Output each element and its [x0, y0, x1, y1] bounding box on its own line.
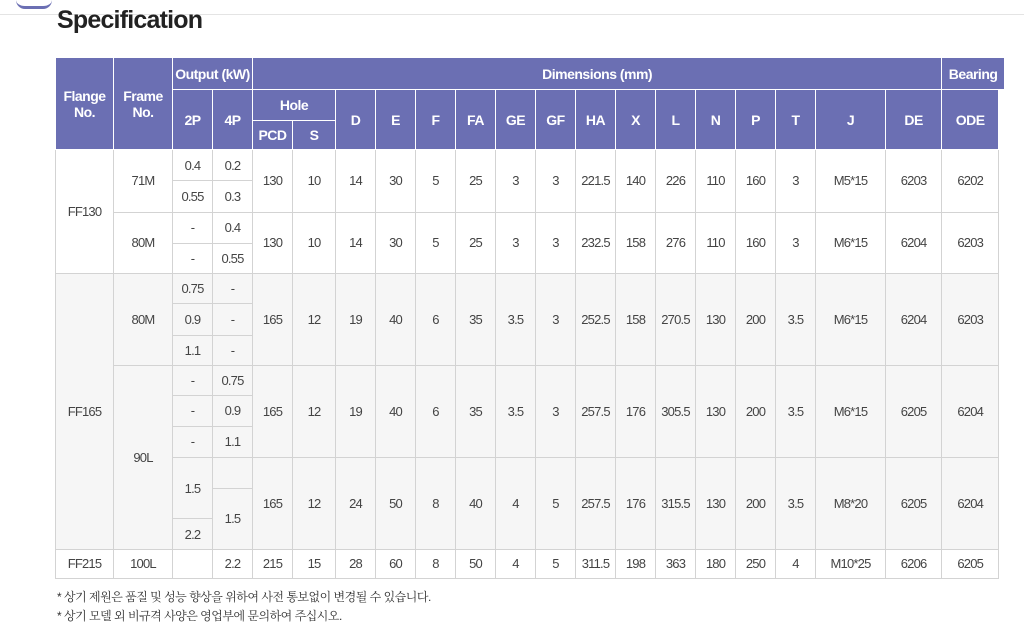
j-cell: M6*15	[816, 365, 886, 457]
pcd-cell: 165	[253, 457, 293, 549]
output-2p-cell: 1.1	[173, 335, 213, 365]
output-4p-cell: -	[213, 335, 253, 365]
header-flange-no: Flange No.	[56, 58, 114, 150]
pcd-cell: 215	[253, 549, 293, 578]
header-de: DE	[886, 90, 942, 150]
n-cell: 130	[696, 274, 736, 366]
header-n: N	[696, 90, 736, 150]
d-cell: 14	[336, 212, 376, 274]
de-cell: 6204	[886, 274, 942, 366]
output-4p-cell: 0.75	[213, 365, 253, 395]
x-cell: 176	[616, 457, 656, 549]
header-e: E	[376, 90, 416, 150]
ode-cell: 6204	[942, 457, 999, 549]
header-ha: HA	[576, 90, 616, 150]
s-cell: 12	[293, 457, 336, 549]
f-cell: 5	[416, 150, 456, 213]
x-cell: 140	[616, 150, 656, 213]
t-cell: 3.5	[776, 365, 816, 457]
f-cell: 8	[416, 457, 456, 549]
d-cell: 19	[336, 274, 376, 366]
f-cell: 5	[416, 212, 456, 274]
footnote: * 상기 제원은 품질 및 성능 향상을 위하여 사전 통보없이 변경될 수 있습니다.	[57, 590, 431, 604]
output-4p-cell: 0.55	[213, 243, 253, 273]
ge-cell: 4	[496, 549, 536, 578]
fa-cell: 35	[456, 274, 496, 366]
frame-cell: 71M	[114, 150, 173, 213]
ode-cell: 6203	[942, 212, 999, 274]
output-4p-cell: 2.2	[213, 549, 253, 578]
frame-cell: 90L	[114, 365, 173, 549]
footnote: * 상기 모델 외 비규격 사양은 영업부에 문의하여 주십시오.	[57, 609, 342, 623]
header-dimensions: Dimensions (mm)	[253, 58, 942, 90]
gf-cell: 3	[536, 150, 576, 213]
ha-cell: 311.5	[576, 549, 616, 578]
ha-cell: 252.5	[576, 274, 616, 366]
de-cell: 6205	[886, 365, 942, 457]
header-ode: ODE	[942, 90, 999, 150]
output-2p-cell: 0.75	[173, 274, 213, 304]
output-4p-cell: -	[213, 304, 253, 335]
flange-cell: FF215	[56, 549, 114, 578]
l-cell: 226	[656, 150, 696, 213]
e-cell: 50	[376, 457, 416, 549]
header-pcd: PCD	[253, 121, 293, 150]
ge-cell: 3.5	[496, 365, 536, 457]
d-cell: 14	[336, 150, 376, 213]
t-cell: 4	[776, 549, 816, 578]
s-cell: 10	[293, 212, 336, 274]
gf-cell: 5	[536, 549, 576, 578]
t-cell: 3	[776, 150, 816, 213]
output-2p-cell: 1.5	[173, 457, 213, 519]
header-gf: GF	[536, 90, 576, 150]
fa-cell: 25	[456, 150, 496, 213]
header-ge: GE	[496, 90, 536, 150]
gf-cell: 3	[536, 365, 576, 457]
flange-cell: FF130	[56, 150, 114, 274]
p-cell: 200	[736, 457, 776, 549]
p-cell: 250	[736, 549, 776, 578]
t-cell: 3.5	[776, 457, 816, 549]
output-4p-cell	[213, 457, 253, 488]
header-j: J	[816, 90, 886, 150]
s-cell: 12	[293, 365, 336, 457]
ode-cell: 6205	[942, 549, 999, 578]
flange-cell: FF165	[56, 274, 114, 550]
output-2p-cell: 0.9	[173, 304, 213, 335]
header-d: D	[336, 90, 376, 150]
fa-cell: 50	[456, 549, 496, 578]
header-hole: Hole	[253, 90, 336, 121]
header-t: T	[776, 90, 816, 150]
ode-cell: 6203	[942, 274, 999, 366]
header-output: Output (kW)	[173, 58, 253, 90]
d-cell: 24	[336, 457, 376, 549]
ode-cell: 6204	[942, 365, 999, 457]
j-cell: M6*15	[816, 274, 886, 366]
gf-cell: 3	[536, 212, 576, 274]
frame-cell: 100L	[114, 549, 173, 578]
de-cell: 6206	[886, 549, 942, 578]
p-cell: 160	[736, 212, 776, 274]
output-2p-cell: 0.4	[173, 150, 213, 181]
s-cell: 12	[293, 274, 336, 366]
p-cell: 200	[736, 365, 776, 457]
pcd-cell: 130	[253, 150, 293, 213]
pcd-cell: 165	[253, 274, 293, 366]
n-cell: 130	[696, 457, 736, 549]
e-cell: 40	[376, 365, 416, 457]
de-cell: 6203	[886, 150, 942, 213]
output-4p-cell: 0.4	[213, 212, 253, 243]
p-cell: 160	[736, 150, 776, 213]
pcd-cell: 130	[253, 212, 293, 274]
frame-cell: 80M	[114, 274, 173, 366]
output-4p-cell: 0.3	[213, 181, 253, 212]
de-cell: 6204	[886, 212, 942, 274]
fa-cell: 35	[456, 365, 496, 457]
s-cell: 15	[293, 549, 336, 578]
l-cell: 363	[656, 549, 696, 578]
d-cell: 19	[336, 365, 376, 457]
decorative-arc	[16, 0, 52, 9]
output-2p-cell: -	[173, 365, 213, 395]
output-2p-cell: -	[173, 243, 213, 273]
header-frame-no: Frame No.	[114, 58, 173, 150]
ge-cell: 3	[496, 150, 536, 213]
ge-cell: 4	[496, 457, 536, 549]
pcd-cell: 165	[253, 365, 293, 457]
fa-cell: 40	[456, 457, 496, 549]
ha-cell: 232.5	[576, 212, 616, 274]
n-cell: 130	[696, 365, 736, 457]
header-p: P	[736, 90, 776, 150]
ge-cell: 3	[496, 212, 536, 274]
gf-cell: 3	[536, 274, 576, 366]
l-cell: 276	[656, 212, 696, 274]
header-bearing: Bearing	[942, 58, 1005, 90]
frame-cell: 80M	[114, 212, 173, 274]
n-cell: 110	[696, 150, 736, 213]
output-2p-cell: 0.55	[173, 181, 213, 212]
f-cell: 6	[416, 274, 456, 366]
t-cell: 3	[776, 212, 816, 274]
l-cell: 270.5	[656, 274, 696, 366]
output-2p-cell	[173, 549, 213, 578]
ode-cell: 6202	[942, 150, 999, 213]
page-title: Specification	[57, 6, 203, 34]
p-cell: 200	[736, 274, 776, 366]
footnotes	[57, 588, 431, 626]
e-cell: 40	[376, 274, 416, 366]
x-cell: 158	[616, 212, 656, 274]
header-4p: 4P	[213, 90, 253, 150]
ha-cell: 257.5	[576, 457, 616, 549]
output-4p-cell: 1.1	[213, 426, 253, 457]
ha-cell: 257.5	[576, 365, 616, 457]
f-cell: 8	[416, 549, 456, 578]
header-s: S	[293, 121, 336, 150]
n-cell: 180	[696, 549, 736, 578]
header-f: F	[416, 90, 456, 150]
x-cell: 158	[616, 274, 656, 366]
ge-cell: 3.5	[496, 274, 536, 366]
ha-cell: 221.5	[576, 150, 616, 213]
de-cell: 6205	[886, 457, 942, 549]
j-cell: M10*25	[816, 549, 886, 578]
output-4p-cell: 0.9	[213, 396, 253, 426]
output-4p-cell: -	[213, 274, 253, 304]
header-2p: 2P	[173, 90, 213, 150]
t-cell: 3.5	[776, 274, 816, 366]
header-l: L	[656, 90, 696, 150]
e-cell: 30	[376, 212, 416, 274]
output-2p-cell: -	[173, 396, 213, 426]
e-cell: 30	[376, 150, 416, 213]
e-cell: 60	[376, 549, 416, 578]
j-cell: M6*15	[816, 212, 886, 274]
j-cell: M5*15	[816, 150, 886, 213]
n-cell: 110	[696, 212, 736, 274]
f-cell: 6	[416, 365, 456, 457]
fa-cell: 25	[456, 212, 496, 274]
output-2p-cell: 2.2	[173, 519, 213, 549]
l-cell: 305.5	[656, 365, 696, 457]
d-cell: 28	[336, 549, 376, 578]
output-4p-cell: 0.2	[213, 150, 253, 181]
header-fa: FA	[456, 90, 496, 150]
j-cell: M8*20	[816, 457, 886, 549]
l-cell: 315.5	[656, 457, 696, 549]
output-4p-cell: 1.5	[213, 489, 253, 550]
output-2p-cell: -	[173, 426, 213, 457]
specification-table	[55, 57, 1005, 579]
x-cell: 198	[616, 549, 656, 578]
header-x: X	[616, 90, 656, 150]
x-cell: 176	[616, 365, 656, 457]
gf-cell: 5	[536, 457, 576, 549]
output-2p-cell: -	[173, 212, 213, 243]
s-cell: 10	[293, 150, 336, 213]
